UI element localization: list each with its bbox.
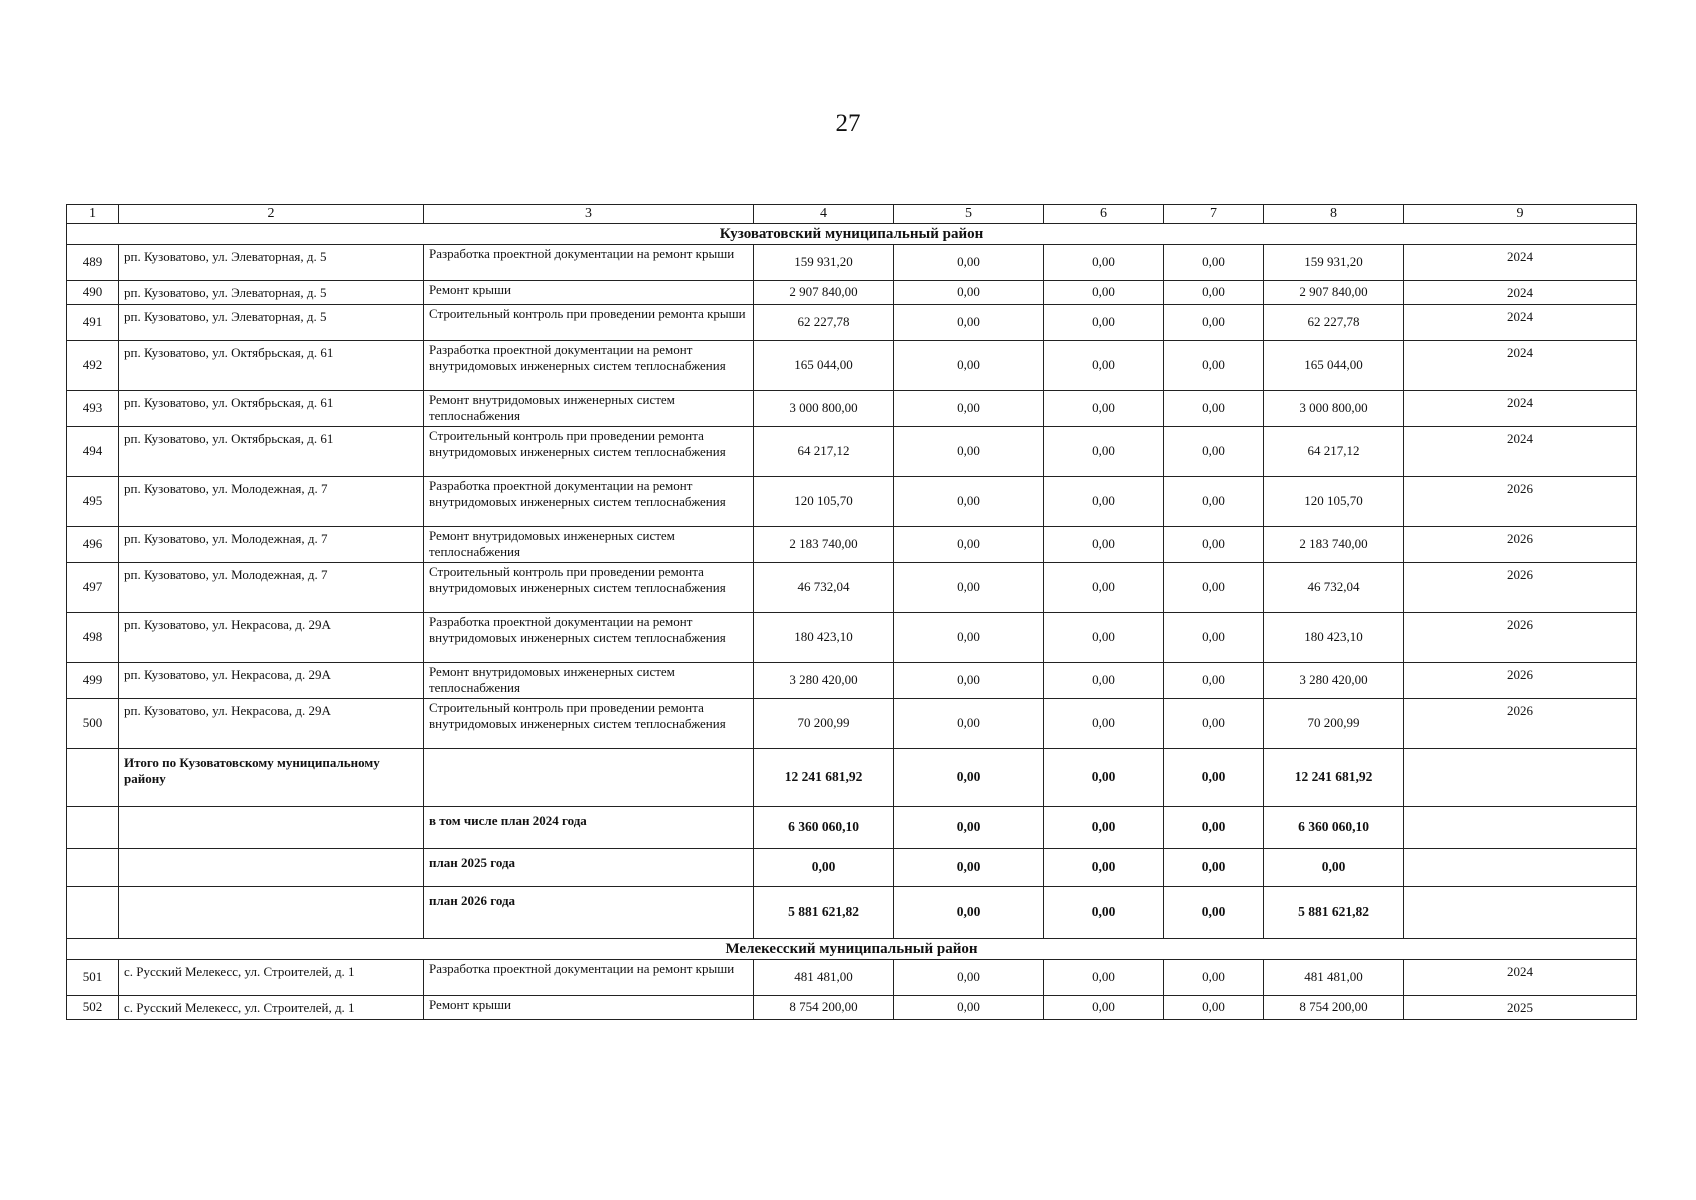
amount-col-7: 0,00 <box>1164 996 1264 1020</box>
work-type-cell: Ремонт внутридомовых инженерных систем теплоснабжения <box>424 391 754 427</box>
total-amount-col-5: 0,00 <box>894 849 1044 887</box>
amount-col-6: 0,00 <box>1044 305 1164 341</box>
work-type-cell: Разработка проектной документации на ремонт крыши <box>424 245 754 281</box>
row-number: 489 <box>67 245 119 281</box>
total-label: Итого по Кузоватовскому муниципальному району <box>119 749 424 807</box>
plan-label: план 2025 года <box>424 849 754 887</box>
empty-cell <box>119 887 424 939</box>
amount-col-8: 62 227,78 <box>1264 305 1404 341</box>
work-type-cell: Разработка проектной документации на ремонт крыши <box>424 960 754 996</box>
amount-col-5: 0,00 <box>894 663 1044 699</box>
section-title: Кузоватовский муниципальный район <box>67 224 1637 245</box>
year-cell: 2026 <box>1404 699 1637 749</box>
amount-col-4: 8 754 200,00 <box>754 996 894 1020</box>
total-row <box>67 887 1637 939</box>
empty-cell <box>424 749 754 807</box>
year-cell: 2024 <box>1404 245 1637 281</box>
row-number: 491 <box>67 305 119 341</box>
amount-col-6: 0,00 <box>1044 477 1164 527</box>
total-amount-col-6: 0,00 <box>1044 849 1164 887</box>
amount-col-8: 64 217,12 <box>1264 427 1404 477</box>
total-amount-col-5: 0,00 <box>894 807 1044 849</box>
amount-col-8: 165 044,00 <box>1264 341 1404 391</box>
amount-col-7: 0,00 <box>1164 391 1264 427</box>
year-cell: 2024 <box>1404 341 1637 391</box>
amount-col-4: 481 481,00 <box>754 960 894 996</box>
amount-col-8: 46 732,04 <box>1264 563 1404 613</box>
row-number: 493 <box>67 391 119 427</box>
amount-col-5: 0,00 <box>894 477 1044 527</box>
address-cell: рп. Кузоватово, ул. Некрасова, д. 29А <box>119 613 424 663</box>
table-row <box>67 527 1637 563</box>
amount-col-6: 0,00 <box>1044 427 1164 477</box>
work-type-cell: Разработка проектной документации на ремонт внутридомовых инженерных систем теплоснабжения <box>424 613 754 663</box>
table-row <box>67 960 1637 996</box>
page-number: 27 <box>835 110 861 137</box>
amount-col-5: 0,00 <box>894 427 1044 477</box>
table-row <box>67 663 1637 699</box>
amount-col-7: 0,00 <box>1164 427 1264 477</box>
total-amount-col-6: 0,00 <box>1044 749 1164 807</box>
year-cell: 2024 <box>1404 960 1637 996</box>
address-cell: рп. Кузоватово, ул. Молодежная, д. 7 <box>119 477 424 527</box>
address-cell: рп. Кузоватово, ул. Элеваторная, д. 5 <box>119 305 424 341</box>
address-cell: рп. Кузоватово, ул. Молодежная, д. 7 <box>119 563 424 613</box>
amount-col-7: 0,00 <box>1164 527 1264 563</box>
empty-cell <box>1404 807 1637 849</box>
year-cell: 2026 <box>1404 663 1637 699</box>
amount-col-7: 0,00 <box>1164 341 1264 391</box>
address-cell: рп. Кузоватово, ул. Некрасова, д. 29А <box>119 663 424 699</box>
column-header-3: 3 <box>424 205 754 224</box>
year-cell: 2026 <box>1404 527 1637 563</box>
row-number: 497 <box>67 563 119 613</box>
amount-col-4: 46 732,04 <box>754 563 894 613</box>
column-header-row <box>67 205 1637 224</box>
work-type-cell: Ремонт внутридомовых инженерных систем теплоснабжения <box>424 663 754 699</box>
amount-col-7: 0,00 <box>1164 245 1264 281</box>
amount-col-4: 2 907 840,00 <box>754 281 894 305</box>
address-cell: рп. Кузоватово, ул. Элеваторная, д. 5 <box>119 245 424 281</box>
amount-col-4: 62 227,78 <box>754 305 894 341</box>
amount-col-6: 0,00 <box>1044 341 1164 391</box>
address-cell: рп. Кузоватово, ул. Октябрьская, д. 61 <box>119 427 424 477</box>
work-type-cell: Строительный контроль при проведении ремонта крыши <box>424 305 754 341</box>
amount-col-8: 2 183 740,00 <box>1264 527 1404 563</box>
table-row <box>67 245 1637 281</box>
total-amount-col-4: 12 241 681,92 <box>754 749 894 807</box>
column-header-1: 1 <box>67 205 119 224</box>
year-cell: 2026 <box>1404 563 1637 613</box>
capital-repair-table <box>66 204 1637 1020</box>
table-row <box>67 699 1637 749</box>
amount-col-7: 0,00 <box>1164 960 1264 996</box>
empty-cell <box>67 749 119 807</box>
year-cell: 2024 <box>1404 305 1637 341</box>
address-cell: с. Русский Мелекесс, ул. Строителей, д. 1 <box>119 996 424 1020</box>
year-cell: 2026 <box>1404 477 1637 527</box>
amount-col-6: 0,00 <box>1044 245 1164 281</box>
total-row <box>67 807 1637 849</box>
empty-cell <box>1404 887 1637 939</box>
table-row <box>67 341 1637 391</box>
total-amount-col-5: 0,00 <box>894 749 1044 807</box>
amount-col-6: 0,00 <box>1044 563 1164 613</box>
year-cell: 2025 <box>1404 996 1637 1020</box>
total-amount-col-5: 0,00 <box>894 887 1044 939</box>
amount-col-6: 0,00 <box>1044 996 1164 1020</box>
amount-col-8: 8 754 200,00 <box>1264 996 1404 1020</box>
amount-col-5: 0,00 <box>894 960 1044 996</box>
address-cell: рп. Кузоватово, ул. Элеваторная, д. 5 <box>119 281 424 305</box>
row-number: 492 <box>67 341 119 391</box>
amount-col-8: 3 000 800,00 <box>1264 391 1404 427</box>
table-row <box>67 613 1637 663</box>
total-amount-col-7: 0,00 <box>1164 807 1264 849</box>
amount-col-4: 3 280 420,00 <box>754 663 894 699</box>
work-type-cell: Ремонт крыши <box>424 996 754 1020</box>
empty-cell <box>119 849 424 887</box>
amount-col-7: 0,00 <box>1164 563 1264 613</box>
amount-col-4: 165 044,00 <box>754 341 894 391</box>
total-amount-col-8: 5 881 621,82 <box>1264 887 1404 939</box>
amount-col-4: 120 105,70 <box>754 477 894 527</box>
amount-col-5: 0,00 <box>894 341 1044 391</box>
amount-col-4: 64 217,12 <box>754 427 894 477</box>
column-header-7: 7 <box>1164 205 1264 224</box>
amount-col-7: 0,00 <box>1164 305 1264 341</box>
amount-col-5: 0,00 <box>894 305 1044 341</box>
address-cell: с. Русский Мелекесс, ул. Строителей, д. 1 <box>119 960 424 996</box>
amount-col-6: 0,00 <box>1044 960 1164 996</box>
amount-col-5: 0,00 <box>894 527 1044 563</box>
year-cell: 2024 <box>1404 391 1637 427</box>
empty-cell <box>67 887 119 939</box>
amount-col-5: 0,00 <box>894 281 1044 305</box>
total-row <box>67 849 1637 887</box>
row-number: 502 <box>67 996 119 1020</box>
section-title: Мелекесский муниципальный район <box>67 939 1637 960</box>
table-row <box>67 477 1637 527</box>
column-header-5: 5 <box>894 205 1044 224</box>
amount-col-8: 481 481,00 <box>1264 960 1404 996</box>
row-number: 499 <box>67 663 119 699</box>
total-amount-col-4: 0,00 <box>754 849 894 887</box>
work-type-cell: Ремонт крыши <box>424 281 754 305</box>
row-number: 494 <box>67 427 119 477</box>
total-row <box>67 749 1637 807</box>
table-row <box>67 996 1637 1020</box>
amount-col-6: 0,00 <box>1044 613 1164 663</box>
empty-cell <box>67 849 119 887</box>
amount-col-7: 0,00 <box>1164 477 1264 527</box>
total-amount-col-7: 0,00 <box>1164 887 1264 939</box>
total-amount-col-7: 0,00 <box>1164 849 1264 887</box>
column-header-8: 8 <box>1264 205 1404 224</box>
total-amount-col-6: 0,00 <box>1044 887 1164 939</box>
amount-col-7: 0,00 <box>1164 699 1264 749</box>
table-row <box>67 281 1637 305</box>
empty-cell <box>1404 749 1637 807</box>
amount-col-8: 159 931,20 <box>1264 245 1404 281</box>
row-number: 498 <box>67 613 119 663</box>
amount-col-6: 0,00 <box>1044 281 1164 305</box>
work-type-cell: Разработка проектной документации на ремонт внутридомовых инженерных систем теплоснабжения <box>424 477 754 527</box>
column-header-4: 4 <box>754 205 894 224</box>
year-cell: 2026 <box>1404 613 1637 663</box>
address-cell: рп. Кузоватово, ул. Молодежная, д. 7 <box>119 527 424 563</box>
address-cell: рп. Кузоватово, ул. Октябрьская, д. 61 <box>119 341 424 391</box>
work-type-cell: Строительный контроль при проведении ремонта внутридомовых инженерных систем теплоснабжения <box>424 563 754 613</box>
amount-col-5: 0,00 <box>894 245 1044 281</box>
section-header-row <box>67 224 1637 245</box>
amount-col-5: 0,00 <box>894 391 1044 427</box>
total-amount-col-6: 0,00 <box>1044 807 1164 849</box>
amount-col-7: 0,00 <box>1164 281 1264 305</box>
row-number: 501 <box>67 960 119 996</box>
address-cell: рп. Кузоватово, ул. Некрасова, д. 29А <box>119 699 424 749</box>
year-cell: 2024 <box>1404 281 1637 305</box>
amount-col-6: 0,00 <box>1044 699 1164 749</box>
amount-col-6: 0,00 <box>1044 391 1164 427</box>
row-number: 490 <box>67 281 119 305</box>
total-amount-col-8: 0,00 <box>1264 849 1404 887</box>
table-row <box>67 563 1637 613</box>
address-cell: рп. Кузоватово, ул. Октябрьская, д. 61 <box>119 391 424 427</box>
total-amount-col-4: 6 360 060,10 <box>754 807 894 849</box>
work-type-cell: Разработка проектной документации на ремонт внутридомовых инженерных систем теплоснабжения <box>424 341 754 391</box>
total-amount-col-8: 6 360 060,10 <box>1264 807 1404 849</box>
work-type-cell: Строительный контроль при проведении ремонта внутридомовых инженерных систем теплоснабжения <box>424 699 754 749</box>
column-header-2: 2 <box>119 205 424 224</box>
empty-cell <box>1404 849 1637 887</box>
amount-col-8: 70 200,99 <box>1264 699 1404 749</box>
table-row <box>67 391 1637 427</box>
total-amount-col-4: 5 881 621,82 <box>754 887 894 939</box>
table-row <box>67 305 1637 341</box>
section-header-row <box>67 939 1637 960</box>
amount-col-7: 0,00 <box>1164 613 1264 663</box>
empty-cell <box>67 807 119 849</box>
work-type-cell: Строительный контроль при проведении ремонта внутридомовых инженерных систем теплоснабжения <box>424 427 754 477</box>
column-header-6: 6 <box>1044 205 1164 224</box>
total-amount-col-7: 0,00 <box>1164 749 1264 807</box>
empty-cell <box>119 807 424 849</box>
total-amount-col-8: 12 241 681,92 <box>1264 749 1404 807</box>
amount-col-8: 2 907 840,00 <box>1264 281 1404 305</box>
amount-col-4: 70 200,99 <box>754 699 894 749</box>
amount-col-8: 180 423,10 <box>1264 613 1404 663</box>
amount-col-8: 120 105,70 <box>1264 477 1404 527</box>
work-type-cell: Ремонт внутридомовых инженерных систем теплоснабжения <box>424 527 754 563</box>
table-row <box>67 427 1637 477</box>
column-header-9: 9 <box>1404 205 1637 224</box>
amount-col-6: 0,00 <box>1044 527 1164 563</box>
year-cell: 2024 <box>1404 427 1637 477</box>
amount-col-4: 180 423,10 <box>754 613 894 663</box>
amount-col-5: 0,00 <box>894 996 1044 1020</box>
amount-col-4: 159 931,20 <box>754 245 894 281</box>
amount-col-4: 2 183 740,00 <box>754 527 894 563</box>
amount-col-4: 3 000 800,00 <box>754 391 894 427</box>
amount-col-5: 0,00 <box>894 699 1044 749</box>
amount-col-5: 0,00 <box>894 563 1044 613</box>
amount-col-6: 0,00 <box>1044 663 1164 699</box>
row-number: 500 <box>67 699 119 749</box>
row-number: 496 <box>67 527 119 563</box>
amount-col-7: 0,00 <box>1164 663 1264 699</box>
amount-col-8: 3 280 420,00 <box>1264 663 1404 699</box>
plan-label: в том числе план 2024 года <box>424 807 754 849</box>
row-number: 495 <box>67 477 119 527</box>
plan-label: план 2026 года <box>424 887 754 939</box>
amount-col-5: 0,00 <box>894 613 1044 663</box>
